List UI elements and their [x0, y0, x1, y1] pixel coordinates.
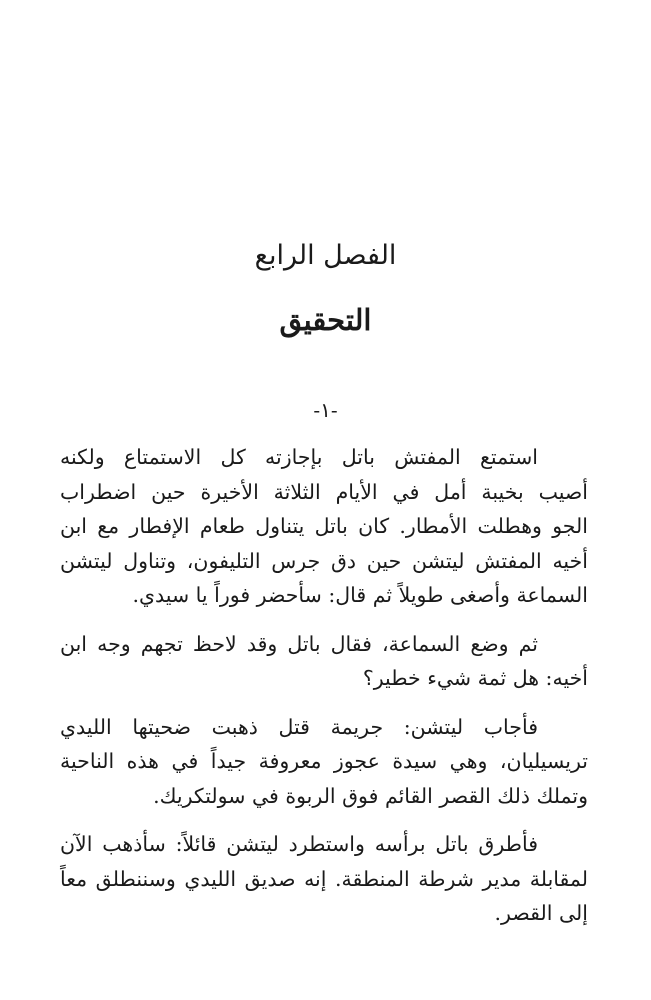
section-number: -١-	[313, 398, 338, 422]
text-line: لمقابلة مدير شرطة المنطقة. إنه صديق الليدي وسننطلق معاً	[60, 866, 588, 891]
text-line: أخيه المفتش ليتشن حين دق جرس التليفون، وتناول ليتشن	[60, 548, 588, 573]
text-line: الجو وهطلت الأمطار. كان باتل يتناول طعام الإفطار مع ابن	[60, 514, 588, 538]
body-text	[60, 440, 588, 945]
text-line: السماعة وأصغى طويلاً ثم قال: سأحضر فوراً يا سيدي.	[132, 583, 588, 607]
text-line: فأطرق باتل برأسه واستطرد ليتشن قائلاً: سأذهب الآن	[60, 832, 538, 856]
text-line: فأجاب ليتشن: جريمة قتل ذهبت ضحيتها الليدي	[60, 714, 538, 739]
text-line: ثم وضع السماعة، فقال باتل وقد لاحظ تجهم وجه ابن	[60, 631, 538, 656]
paragraph	[60, 440, 588, 613]
text-line: وتملك ذلك القصر القائم فوق الربوة في سولتكريك.	[153, 783, 588, 808]
paragraph	[60, 827, 588, 931]
text-line: استمتع المفتش باتل بإجازته كل الاستمتاع ولكنه	[60, 445, 538, 469]
chapter-title: الفصل الرابع	[254, 240, 397, 271]
text-line: تريسيليان، وهي سيدة عجوز معروفة جيداً في هذه الناحية	[60, 749, 588, 773]
paragraph	[60, 710, 588, 814]
paragraph	[60, 627, 588, 696]
chapter-subtitle: التحقيق	[279, 303, 372, 337]
text-line: أخيه: هل ثمة شيء خطير؟	[362, 666, 588, 690]
text-line: إلى القصر.	[494, 901, 588, 925]
text-line: أصيب بخيبة أمل في الأيام الثلاثة الأخيرة حين اضطراب	[60, 479, 588, 504]
